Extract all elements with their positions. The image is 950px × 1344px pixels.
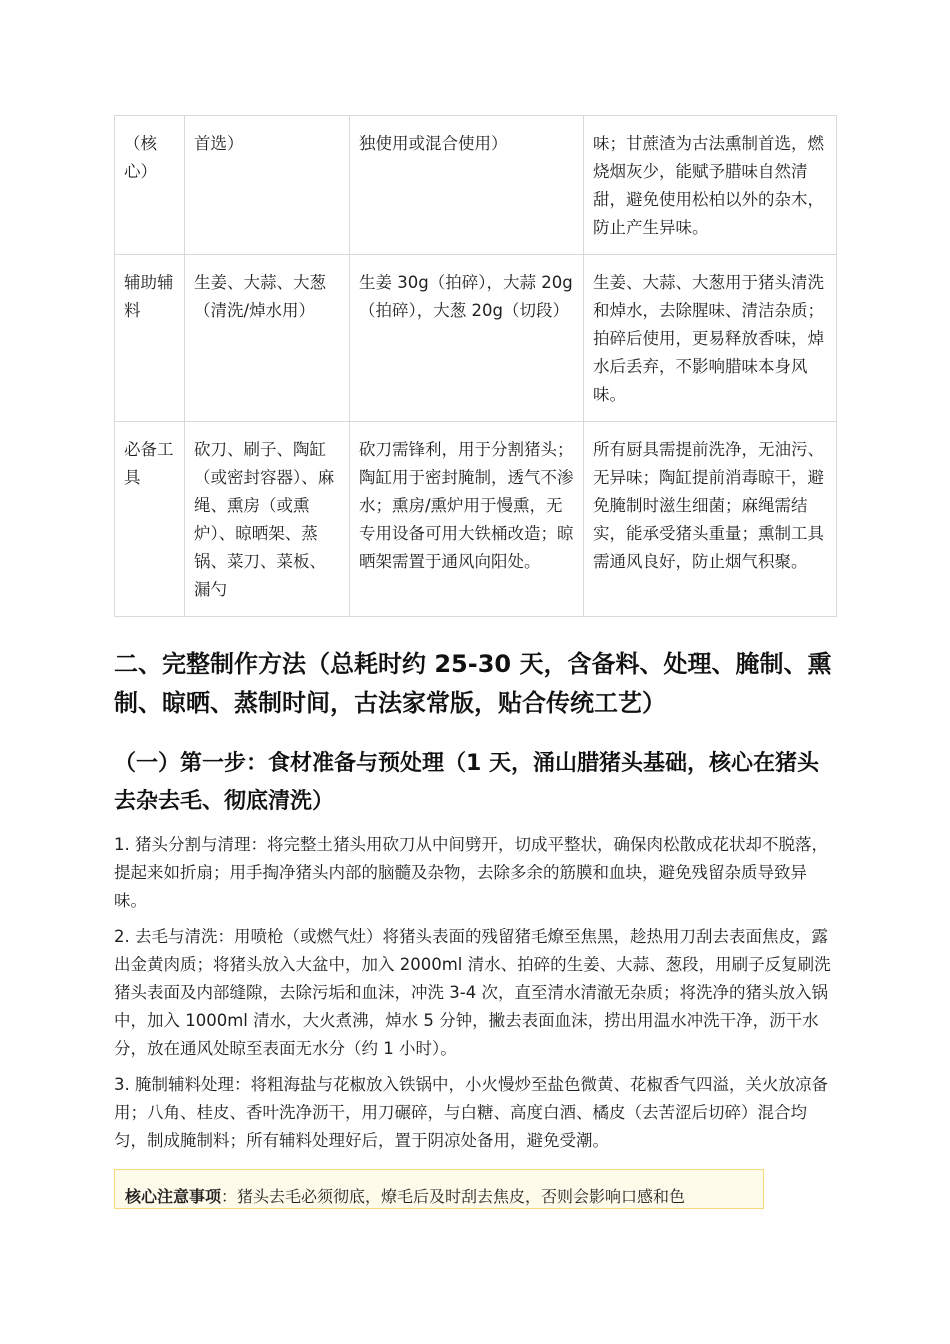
materials-table [114,115,837,617]
subsection-heading: （一）第一步：食材准备与预处理（1 天，涌山腊猪头基础，核心在猪头去杂去毛、彻底清洗） [114,751,819,814]
table-cell-items: 砍刀、刷子、陶缸（或密封容器）、麻绳、熏房（或熏炉）、晾晒架、蒸锅、菜刀、菜板、漏勺 [185,422,350,617]
table-cell-amount: 生姜 30g（拍碎），大蒜 20g（拍碎），大葱 20g（切段） [350,255,584,422]
key-notice-callout [114,1169,764,1209]
table-row [115,255,837,422]
table-cell-items: 首选） [185,116,350,255]
step-paragraph: 3. 腌制辅料处理：将粗海盐与花椒放入铁锅中，小火慢炒至盐色微黄、花椒香气四溢，关火放凉备用；八角、桂皮、香叶洗净沥干，用刀碾碎，与白糖、高度白酒、橘皮（去苦涩后切碎）混合均匀，制成腌制料；所有辅料处理好后，置于阴凉处备用，避免受潮。 [114,1075,828,1150]
table-cell-notes: 所有厨具需提前洗净，无油污、无异味；陶缸提前消毒晾干，避免腌制时滋生细菌；麻绳需结实，能承受猪头重量；熏制工具需通风良好，防止烟气积聚。 [584,422,837,617]
table-cell-amount: 砍刀需锋利，用于分割猪头；陶缸用于密封腌制，透气不渗水；熏房/熏炉用于慢熏，无专用设备可用大铁桶改造；晾晒架需置于通风向阳处。 [350,422,584,617]
table-cell-notes: 生姜、大蒜、大葱用于猪头清洗和焯水，去除腥味、清洁杂质；拍碎后使用，更易释放香味，焯水后丢弃，不影响腊味本身风味。 [584,255,837,422]
table-cell-items: 生姜、大蒜、大葱（清洗/焯水用） [185,255,350,422]
table-cell-category: 必备工具 [115,422,185,617]
table-cell-amount: 独使用或混合使用） [350,116,584,255]
step-list [114,831,836,1155]
step-paragraph: 1. 猪头分割与清理：将完整土猪头用砍刀从中间劈开，切成平整状，确保肉松散成花状却不脱落，提起来如折扇；用手掏净猪头内部的脑髓及杂物，去除多余的筋膜和血块，避免残留杂质导致异味。 [114,835,828,910]
notice-label: 核心注意事项 [125,1187,222,1206]
table-row [115,116,837,255]
notice-text: ：猪头去毛必须彻底，燎毛后及时刮去焦皮，否则会影响口感和色 [221,1187,686,1206]
document-page [114,115,836,1209]
step-paragraph: 2. 去毛与清洗：用喷枪（或燃气灶）将猪头表面的残留猪毛燎至焦黑，趁热用刀刮去表面焦皮，露出金黄肉质；将猪头放入大盆中，加入 2000ml 清水、拍碎的生姜、大蒜、葱段，用刷子反复刷洗猪头表面及内部缝隙，去除污垢和血沫，冲洗 3-4 次，直至清水清澈无杂质；将洗净的猪头放入锅中，加入 1000ml 清水，大火煮沸，焯水 5 分钟，撇去表面血沫，捞出用温水冲洗干净，沥干水分，放在通风处晾至表面无水分（约 1 小时）。 [114,927,831,1058]
table-cell-category: （核心） [115,116,185,255]
section-heading: 二、完整制作方法（总耗时约 25-30 天，含备料、处理、腌制、熏制、晾晒、蒸制时间，古法家常版，贴合传统工艺） [114,650,832,717]
table-cell-notes: 味；甘蔗渣为古法熏制首选，燃烧烟灰少，能赋予腊味自然清甜，避免使用松柏以外的杂木，防止产生异味。 [584,116,837,255]
table-cell-category: 辅助辅料 [115,255,185,422]
table-row [115,422,837,617]
